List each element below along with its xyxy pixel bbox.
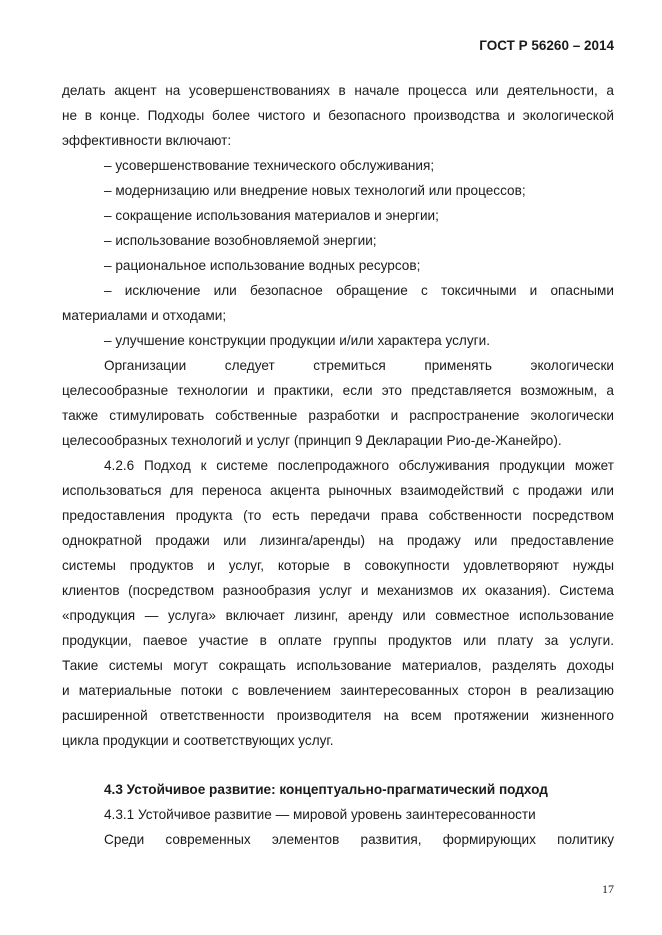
- section-heading: 4.3 Устойчивое развитие: концептуально-прагматический подход: [104, 782, 548, 797]
- list-item: – использование возобновляемой энергии;: [104, 233, 377, 248]
- text-line: не в конце. Подходы более чистого и безопасного производства и экологической: [62, 108, 614, 123]
- page-body: [62, 78, 614, 852]
- text-line: продукции, паевое участие в оплате группы продуктов или плату за услуги.: [62, 633, 614, 648]
- list-item: – рациональное использование водных ресурсов;: [104, 258, 421, 273]
- text-line: целесообразные технологии и практики, если это представляется возможным, а: [62, 383, 614, 398]
- text-line: делать акцент на усовершенствованиях в начале процесса или деятельности, а: [62, 83, 614, 98]
- list-item: – модернизацию или внедрение новых технологий или процессов;: [104, 183, 526, 198]
- text-line: Организации следует стремиться применять экологически: [104, 358, 614, 373]
- text-line: целесообразных технологий и услуг (принцип 9 Декларации Рио-де-Жанейро).: [62, 433, 562, 448]
- text-line: клиентов (посредством разнообразия услуг и механизмов их оказания). Система: [62, 583, 614, 598]
- subsection-heading: 4.3.1 Устойчивое развитие — мировой уровень заинтересованности: [104, 807, 536, 822]
- text-line: предоставления продукта (то есть передачи права собственности посредством: [62, 508, 614, 523]
- text-line: Среди современных элементов развития, формирующих политику: [104, 832, 614, 847]
- list-item: – сокращение использования материалов и энергии;: [104, 208, 439, 223]
- text-line: также стимулировать собственные разработки и распространение экологически: [62, 408, 614, 423]
- text-line: 4.2.6 Подход к системе послепродажного обслуживания продукции может: [104, 458, 614, 473]
- text-line: использоваться для переноса акцента рыночных взаимодействий с продажи или: [62, 483, 614, 498]
- text-line: цикла продукции и соответствующих услуг.: [62, 733, 334, 748]
- text-line: однократной продажи или лизинга/аренды) на продажу или предоставление: [62, 533, 614, 548]
- list-item-continuation: материалами и отходами;: [62, 308, 227, 323]
- list-item: – улучшение конструкции продукции и/или характера услуги.: [104, 333, 490, 348]
- text-line: «продукция — услуга» включает лизинг, аренду или совместное использование: [62, 608, 614, 623]
- text-line: эффективности включают:: [62, 133, 232, 148]
- text-line: расширенной ответственности производителя на всем протяжении жизненного: [62, 708, 614, 723]
- text-line: и материальные потоки с вовлечением заинтересованных сторон в реализацию: [62, 683, 614, 698]
- section-gap: [62, 753, 614, 777]
- text-line: системы продуктов и услуг, которые в совокупности удовлетворяют нужды: [62, 558, 614, 573]
- list-item: – усовершенствование технического обслуживания;: [104, 158, 435, 173]
- document-header: ГОСТ Р 56260 – 2014: [479, 38, 614, 53]
- text-line: Такие системы могут сокращать использование материалов, разделять доходы: [62, 658, 614, 673]
- page-number: 17: [602, 882, 614, 896]
- list-item: – исключение или безопасное обращение с токсичными и опасными: [104, 283, 614, 298]
